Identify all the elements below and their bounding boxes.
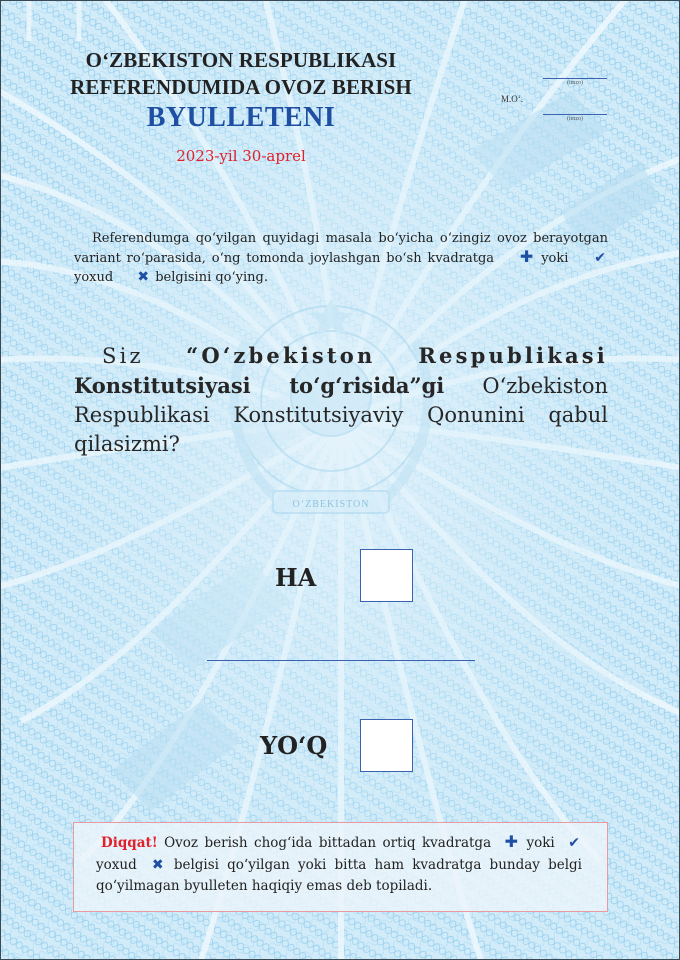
- options-separator: [207, 660, 475, 661]
- instruction-or-2: yoxud: [74, 270, 114, 285]
- option-yes-checkbox[interactable]: [360, 549, 413, 602]
- option-yes-label: HA: [275, 563, 317, 592]
- question-line-1: [74, 341, 608, 371]
- signature-line-1: [543, 78, 607, 79]
- warning-or-2: yoxud: [96, 856, 137, 873]
- warning-text-2: belgisi qo‘yilgan yoki bitta ham kvadratga bunday belgi qo‘yilmagan byulleten haqiqiy emas deb topiladi.: [96, 856, 582, 894]
- header-line-1: O‘ZBEKISTON RESPUBLIKASI: [85, 48, 397, 72]
- voting-instruction: [74, 229, 608, 288]
- plus-icon: ✚: [504, 832, 519, 851]
- question-rest: O‘zbekiston Respublikasi Konstitutsiyaviy Qonunini qabul qilasizmi?: [74, 374, 608, 456]
- option-no-label: YO‘Q: [260, 731, 328, 760]
- question-lead: Siz: [102, 344, 144, 368]
- check-icon: ✔: [568, 835, 580, 851]
- signature-line-2: [543, 114, 607, 115]
- warning-box: [73, 822, 608, 912]
- header-line-2: REFERENDUMIDA OVOZ BERISH: [70, 75, 412, 99]
- plus-icon: ✚: [519, 246, 534, 266]
- warning-text-1: Ovoz berish chog‘ida bittadan ortiq kvadratga: [164, 835, 492, 851]
- warning-text: [96, 833, 582, 898]
- cross-icon: ✖: [137, 269, 150, 285]
- instruction-text-2: belgisini qo‘ying.: [155, 270, 268, 285]
- check-icon: ✔: [594, 249, 607, 266]
- stamp-place-label: M.O‘.: [501, 94, 523, 104]
- signature-caption-1: (imzo): [567, 80, 583, 86]
- emblem-ribbon-text: O‘ZBEKISTON: [292, 499, 370, 510]
- ballot-title: BYULLETENI: [146, 102, 336, 133]
- question-law-title-2: Konstitutsiyasi to‘g‘risida”gi: [74, 373, 445, 398]
- question-law-title-1: “O‘zbekiston Respublikasi: [186, 343, 608, 368]
- referendum-date: 2023-yil 30-aprel: [176, 147, 306, 165]
- instruction-text-1: Referendumga qo‘yilgan quyidagi masala bo‘yicha o‘zingiz ovoz berayotgan variant ro‘parasida, o‘ng tomonda joylashgan bo‘sh kvadratga: [74, 231, 608, 266]
- warning-or-1: yoki: [526, 835, 555, 851]
- referendum-question: [74, 341, 608, 459]
- signature-caption-2: (imzo): [567, 116, 583, 122]
- warning-title: Diqqat!: [101, 835, 158, 851]
- option-no-checkbox[interactable]: [360, 719, 413, 772]
- instruction-or-1: yoki: [541, 250, 569, 266]
- cross-icon: ✖: [151, 856, 164, 873]
